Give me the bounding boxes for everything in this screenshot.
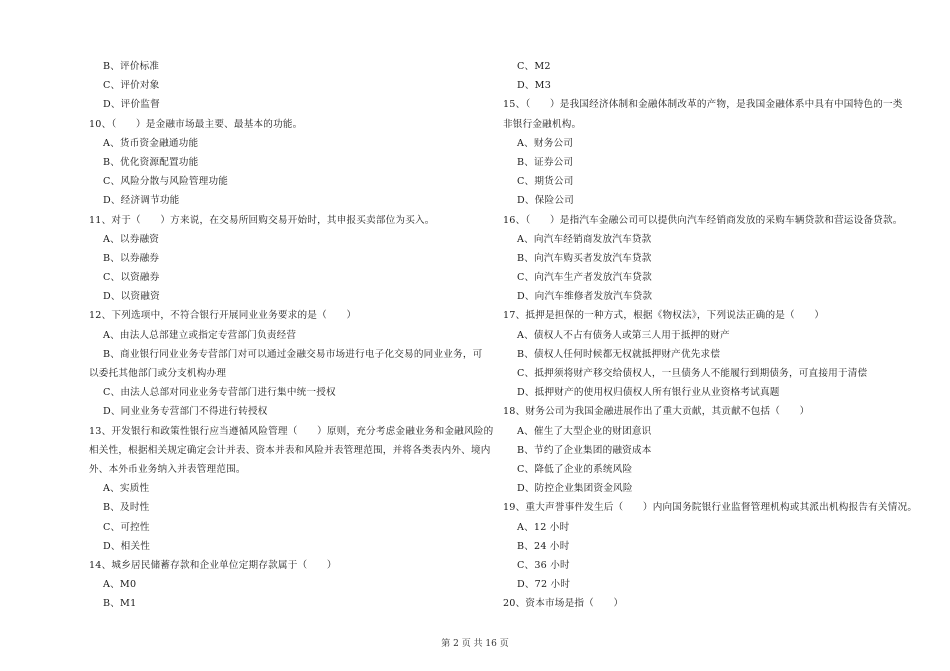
- option-line: D、评价监督: [103, 99, 160, 111]
- option-line: A、由法人总部建立或指定专营部门负责经营: [103, 329, 297, 341]
- question-line: 11、对于（ ）方来说，在交易所回购交易开始时，其申报买卖部位为买入。: [89, 214, 435, 226]
- option-line: A、向汽车经销商发放汽车贷款: [517, 233, 652, 245]
- option-line: B、商业银行同业业务专营部门对可以通过金融交易市场进行电子化交易的同业业务，可: [103, 348, 483, 360]
- option-line: C、评价对象: [103, 80, 160, 92]
- option-line: B、评价标准: [103, 61, 160, 72]
- question-line: 16、（ ）是指汽车金融公司可以提供向汽车经销商发放的采购车辆贷款和营运设备贷款。: [503, 214, 903, 226]
- option-line: A、以券融资: [103, 233, 160, 245]
- option-line: A、催生了大型企业的财团意识: [517, 425, 652, 437]
- option-line: C、M2: [517, 61, 551, 72]
- question-line: 10、（ ）是金融市场最主要、最基本的功能。: [89, 118, 303, 130]
- text-line: 以委托其他部门或分支机构办理: [89, 368, 227, 379]
- option-line: A、货币资金融通功能: [103, 137, 199, 149]
- option-line: D、以资融资: [103, 291, 160, 303]
- option-line: B、债权人任何时候都无权就抵押财产优先求偿: [517, 348, 721, 360]
- question-line: 19、重大声誉事件发生后（ ）内向国务院银行业监督管理机构或其派出机构报告有关情况。: [503, 502, 918, 514]
- left-column: [89, 57, 494, 613]
- option-line: C、可控性: [103, 521, 150, 533]
- option-line: D、经济调节功能: [103, 195, 180, 207]
- option-line: C、风险分散与风险管理功能: [103, 176, 229, 188]
- option-line: C、向汽车生产者发放汽车贷款: [517, 272, 652, 284]
- question-line: 15、（ ）是我国经济体制和金融体制改革的产物，是我国金融体系中具有中国特色的一类: [503, 99, 903, 111]
- option-line: A、12 小时: [517, 521, 570, 533]
- option-line: D、相关性: [103, 540, 151, 552]
- option-line: A、实质性: [103, 483, 150, 495]
- option-line: C、以资融券: [103, 272, 160, 284]
- option-line: B、证券公司: [517, 156, 574, 168]
- option-line: B、及时性: [103, 502, 150, 514]
- right-column: [503, 57, 918, 613]
- option-line: B、优化资源配置功能: [103, 156, 199, 168]
- option-line: C、降低了企业的系统风险: [517, 463, 633, 475]
- option-line: D、M3: [517, 80, 552, 92]
- option-line: D、同业业务专营部门不得进行转授权: [103, 406, 268, 418]
- question-line: 20、资本市场是指（ ）: [503, 598, 624, 610]
- question-line: 13、开发银行和政策性银行应当遵循风险管理（ ）原则，充分考虑金融业务和金融风险的: [89, 425, 494, 437]
- option-line: C、抵押须将财产移交给债权人，一旦债务人不能履行到期债务，可直接用于清偿: [517, 368, 868, 379]
- option-line: B、节约了企业集团的融资成本: [517, 444, 652, 456]
- option-line: D、抵押财产的使用权归债权人所有银行业从业资格考试真题: [517, 387, 780, 399]
- option-line: D、防控企业集团资金风险: [517, 483, 633, 495]
- option-line: B、M1: [103, 598, 137, 610]
- text-line: 外、本外币业务纳入并表管理范围。: [89, 463, 246, 475]
- option-line: B、向汽车购买者发放汽车贷款: [517, 252, 652, 264]
- option-line: C、由法人总部对同业业务专营部门进行集中统一授权: [103, 387, 336, 399]
- question-line: 12、下列选项中，不符合银行开展同业业务要求的是（ ）: [89, 310, 357, 322]
- option-line: D、保险公司: [517, 195, 574, 207]
- option-line: A、债权人不占有债务人或第三人用于抵押的财产: [517, 329, 730, 341]
- option-line: B、以券融券: [103, 252, 160, 264]
- option-line: D、72 小时: [517, 579, 571, 591]
- page-footer: 第 2 页 共 16 页: [441, 639, 509, 649]
- option-line: C、期货公司: [517, 176, 574, 188]
- text-line: 非银行金融机构。: [503, 118, 582, 130]
- option-line: C、36 小时: [517, 559, 570, 571]
- option-line: A、M0: [103, 579, 137, 591]
- question-line: 14、城乡居民储蓄存款和企业单位定期存款属于（ ）: [89, 559, 337, 571]
- question-line: 18、财务公司为我国金融进展作出了重大贡献，其贡献不包括（ ）: [503, 406, 810, 418]
- text-line: 相关性，根据相关规定确定会计并表、资本并表和风险并表管理范围，并将各类表内外、境内: [89, 444, 491, 456]
- option-line: D、向汽车维修者发放汽车贷款: [517, 291, 653, 303]
- option-line: A、财务公司: [517, 137, 574, 149]
- question-line: 17、抵押是担保的一种方式，根据《物权法》，下列说法正确的是（ ）: [503, 310, 825, 322]
- option-line: B、24 小时: [517, 540, 570, 552]
